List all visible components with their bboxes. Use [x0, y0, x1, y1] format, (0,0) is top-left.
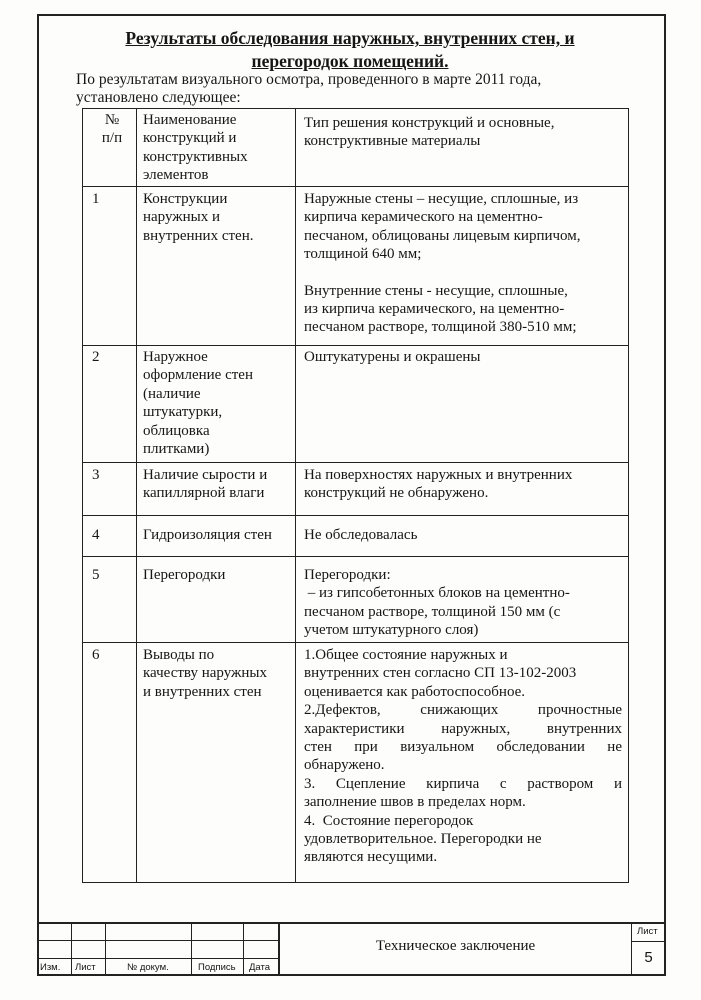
row-desc-line: оценивается как работоспособное. — [304, 683, 526, 700]
row-3-num: 3 — [92, 467, 100, 483]
row-desc-line: 4. Состояние перегородок — [304, 812, 474, 829]
row-name-line: плитками) — [143, 441, 210, 458]
row-6-num: 6 — [92, 647, 100, 663]
row-desc-line: Наружные стены – несущие, сплошные, из — [304, 191, 579, 207]
row-desc-line: Внутренние стены - несущие, сплошные, — [304, 282, 568, 299]
row-desc-line: кирпича керамического на цементно- — [304, 209, 543, 226]
row-name-line: и внутренних стен — [143, 683, 262, 700]
row-desc-line: обнаружено. — [304, 757, 385, 774]
row-5-desc — [304, 566, 624, 640]
stamp-label-list: Лист — [75, 962, 96, 973]
table-border — [82, 882, 629, 883]
header-desc — [304, 114, 624, 151]
row-desc-line: Не обследовалась — [304, 527, 418, 543]
row-desc-line: Оштукатурены и окрашены — [304, 349, 481, 365]
row-name-line: Конструкции — [143, 191, 228, 207]
row-name-line: Гидроизоляция стен — [143, 527, 272, 543]
header-num-line: п/п — [101, 130, 123, 147]
header-name — [143, 111, 293, 185]
row-name-line: наружных и — [143, 209, 221, 226]
stamp-label-sign: Подпись — [198, 962, 236, 973]
stamp-border — [191, 922, 192, 976]
page-title: Результаты обследования наружных, внутренних стен, и — [125, 28, 575, 48]
row-3-name — [143, 466, 293, 503]
page-title-line2: перегородок помещений. — [251, 51, 449, 71]
row-desc-line: 2.Дефектов, снижающих прочностные — [304, 702, 622, 719]
row-6-desc — [304, 646, 622, 867]
table-border — [82, 186, 629, 187]
row-desc-line: стен при визуальном обследовании не — [304, 739, 622, 756]
stamp-border — [631, 941, 666, 942]
row-desc-line: являются несущими. — [304, 849, 438, 866]
row-desc-line: Перегородки: — [304, 567, 391, 583]
row-desc-line: конструкций не обнаружено. — [304, 485, 489, 502]
intro-text — [76, 71, 636, 107]
stamp-label-doc: № докум. — [127, 962, 169, 973]
row-desc-line: внутренних стен согласно СП 13-102-2003 — [304, 665, 577, 682]
row-2-desc — [304, 348, 624, 366]
row-4-num: 4 — [92, 527, 100, 543]
stamp-border — [37, 940, 278, 941]
row-name-line: Перегородки — [143, 567, 226, 583]
row-desc-line: удовлетворительное. Перегородки не — [304, 831, 542, 848]
row-desc-line: заполнение швов в пределах норм. — [304, 794, 526, 811]
row-desc-line: – из гипсобетонных блоков на цементно- — [304, 585, 570, 602]
table-border — [82, 345, 629, 346]
row-name-line: капиллярной влаги — [143, 485, 265, 502]
row-desc-line: из кирпича керамического, на цементно- — [304, 301, 565, 318]
header-name-line: конструктивных — [143, 148, 248, 165]
row-name-line: оформление стен — [143, 367, 253, 384]
table-border — [628, 108, 629, 883]
row-2-name — [143, 348, 293, 458]
table-border — [82, 462, 629, 463]
sheet-number: 5 — [644, 949, 653, 966]
table-border — [136, 108, 137, 883]
table-border — [82, 108, 629, 109]
table-border — [82, 642, 629, 643]
stamp-label-izm: Изм. — [40, 962, 61, 973]
row-desc-line: песчаном растворе, толщиной 380-510 мм; — [304, 319, 577, 336]
row-name-line: (наличие — [143, 385, 201, 402]
row-desc-line: песчаном, облицованы лицевым кирпичом, — [304, 227, 581, 244]
row-name-line: облицовка — [143, 422, 210, 439]
row-2-num: 2 — [92, 349, 100, 365]
sheet-label: Лист — [637, 926, 658, 937]
row-4-name — [143, 526, 293, 544]
header-num-line: № — [104, 112, 120, 128]
row-1-num: 1 — [92, 191, 100, 207]
row-name-line: качеству наружных — [143, 665, 267, 682]
header-num — [92, 111, 132, 148]
table-border — [82, 556, 629, 557]
stamp-border — [243, 922, 244, 976]
document-title: Техническое заключение — [375, 938, 536, 954]
stamp-border — [37, 922, 666, 924]
intro-line: По результатам визуального осмотра, проведенного в марте 2011 года, — [76, 71, 542, 88]
row-desc-line: толщиной 640 мм; — [304, 246, 422, 263]
row-name-line: внутренних стен. — [143, 227, 254, 244]
row-desc-line: На поверхностях наружных и внутренних — [304, 467, 573, 483]
row-name-line: Наличие сырости и — [143, 467, 268, 483]
stamp-label-date: Дата — [249, 962, 271, 973]
intro-line: установлено следующее: — [76, 89, 241, 106]
table-border — [295, 108, 296, 883]
stamp-border — [37, 958, 278, 959]
header-name-line: Наименование — [143, 112, 237, 128]
header-desc-line: Тип решения конструкций и основные, — [304, 115, 555, 131]
header-name-line: элементов — [143, 167, 209, 184]
table-border — [82, 108, 83, 883]
row-name-line: Выводы по — [143, 647, 215, 663]
row-6-name — [143, 646, 293, 701]
title-block — [37, 922, 666, 976]
header-desc-line: конструктивные материалы — [304, 133, 481, 150]
row-5-name — [143, 566, 293, 584]
row-3-desc — [304, 466, 624, 503]
row-desc-line: 3. Сцепление кирпича с раствором и — [304, 775, 622, 792]
stamp-border — [71, 922, 72, 976]
header-name-line: конструкций и — [143, 130, 237, 147]
row-1-name — [143, 190, 293, 245]
stamp-border — [105, 922, 106, 976]
row-name-line: штукатурки, — [143, 404, 223, 421]
row-desc-line: песчаном растворе, толщиной 150 мм (с — [304, 603, 561, 620]
row-desc-line: 1.Общее состояние наружных и — [304, 647, 508, 663]
row-5-num: 5 — [92, 567, 100, 583]
row-desc-line: учетом штукатурного слоя) — [304, 622, 479, 639]
table-border — [82, 515, 629, 516]
row-4-desc — [304, 526, 624, 544]
row-1-desc — [304, 190, 624, 337]
row-name-line: Наружное — [143, 349, 208, 365]
row-desc-line: характеристики наружных, внутренних — [304, 720, 622, 737]
